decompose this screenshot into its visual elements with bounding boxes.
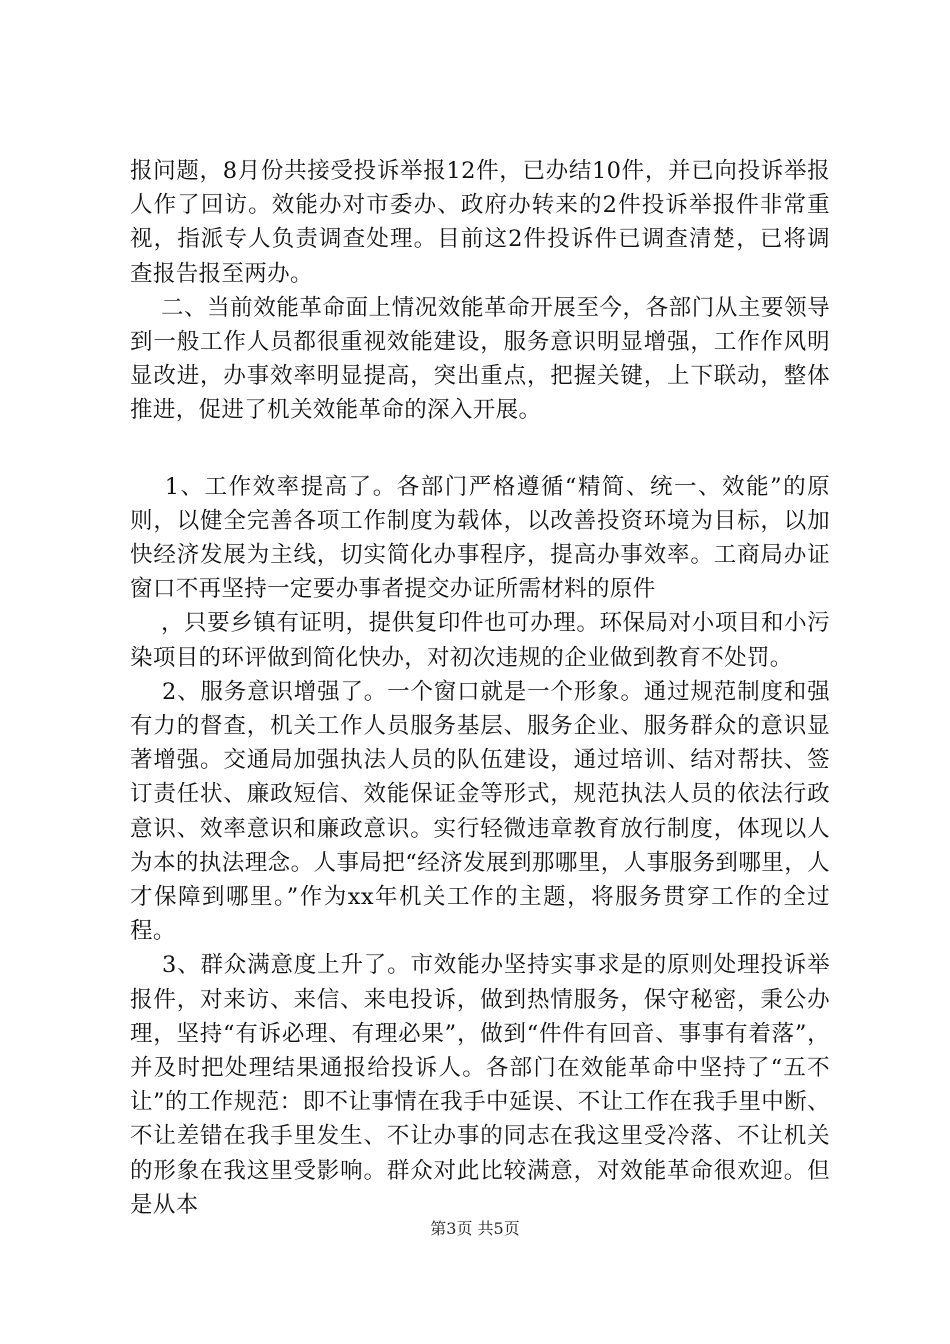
page-number-footer: 第3页 共5页 bbox=[430, 1219, 520, 1238]
paragraph-item-two: 2、服务意识增强了。一个窗口就是一个形象。通过规范制度和强有力的督查，机关工作人员服务基层、服务企业、服务群众的意识显著增强。交通局加强执法人员的队伍建设，通过培训、结对帮扶、签订责任状、廉政短信、效能保证金等形式，规范执法人员的依法行政意识、效率意识和廉政意识。实行轻微违章教育放行制度，体现以人为本的执法理念。人事局把“经济发展到那哪里，人事服务到哪里，人才保障到哪里。”作为xx年机关工作的主题，将服务贯穿工作的全过程。 bbox=[130, 678, 830, 945]
paragraph-item-one-continued: ，只要乡镇有证明，提供复印件也可办理。环保局对小项目和小污染项目的环评做到简化快办，对初次违规的企业做到教育不处罚。 bbox=[130, 610, 831, 671]
paragraph-item-one: 1、工作效率提高了。各部门严格遵循“精简、统一、效能”的原则，以健全完善各项工作制度为载体，以改善投资环境为目标，以加快经济发展为主线，切实简化办事程序，提高办事效率。工商局办证窗口不再坚持一定要办事者提交办证所需材料的原件 bbox=[130, 473, 830, 603]
paragraph-item-three: 3、群众满意度上升了。市效能办坚持实事求是的原则处理投诉举报件，对来访、来信、来电投诉，做到热情服务，保守秘密，秉公办理，坚持“有诉必理、有理必果”，做到“件件有回音、事事有着落”，并及时把处理结果通报给投诉人。各部门在效能革命中坚持了“五不让”的工作规范：即不让事情在我手中延误、不让工作在我手里中断、不让差错在我手里发生、不让办事的同志在我这里受冷落、不让机关的形象在我这里受影响。群众对此比较满意，对效能革命很欢迎。但是从本 bbox=[130, 952, 830, 1218]
paragraph-complaints-intro: 报问题，8月份共接受投诉举报12件，已办结10件，并已向投诉举报人作了回访。效能办对市委办、政府办转来的2件投诉举报件非常重视，指派专人负责调查处理。目前这2件投诉件已调查清楚，已将调查报告报至两办。 bbox=[130, 158, 830, 287]
document-body bbox=[130, 154, 830, 1222]
paragraph-gap bbox=[130, 428, 830, 470]
paragraph-section-two: 二、当前效能革命面上情况效能革命开展至今，各部门从主要领导到一般工作人员都很重视效能建设，服务意识明显增强，工作作风明显改进，办事效率明显提高，突出重点，把握关键，上下联动，整体推进，促进了机关效能革命的深入开展。 bbox=[130, 294, 831, 424]
